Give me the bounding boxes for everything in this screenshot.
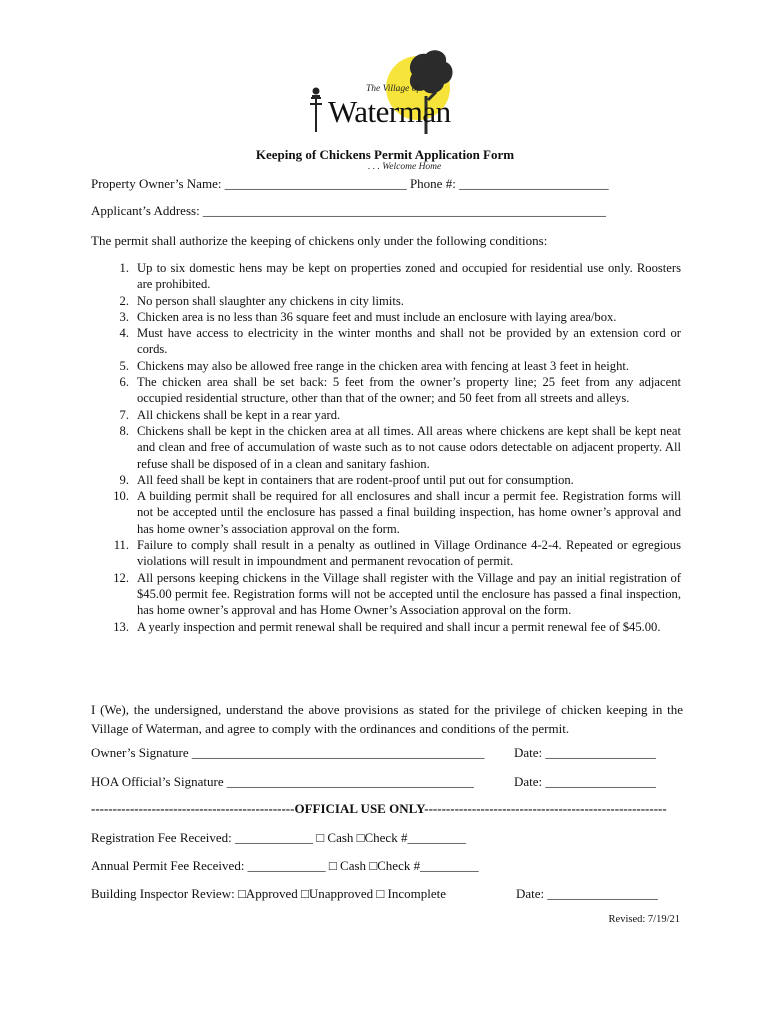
logo-name: Waterman — [328, 94, 451, 129]
list-item — [91, 488, 681, 537]
list-item — [91, 260, 681, 293]
item-text: Failure to comply shall result in a penalty as outlined in Village Ordinance 4-2-4. Repeated or egregious violations will result in impoundment and permanent revocation of permit. — [137, 538, 681, 569]
item-text: A yearly inspection and permit renewal shall be required and shall incur a permit renewal fee of $45.00. — [137, 619, 661, 634]
form-title: Keeping of Chickens Permit Application Form — [255, 147, 515, 162]
applicant-address-line[interactable]: Applicant’s Address: ______________________________________________________________ — [91, 203, 606, 218]
list-item — [91, 570, 681, 619]
logo-tagline: . . . Welcome Home — [368, 162, 442, 172]
list-item — [91, 358, 681, 374]
item-text: Up to six domestic hens may be kept on properties zoned and occupied for residential use only. Roosters are prohibited. — [137, 261, 681, 292]
owner-signature-line[interactable]: Owner’s Signature _____________________________________________ — [91, 745, 485, 760]
item-text: All feed shall be kept in containers that are rodent-proof until put out for consumption. — [137, 472, 574, 487]
item-number: 6. — [119, 375, 129, 390]
item-number: 8. — [119, 423, 129, 438]
inspector-date-line[interactable]: Date: _________________ — [516, 886, 658, 901]
agreement-statement: I (We), the undersigned, understand the above provisions as stated for the privilege of chicken keeping in the Village of Waterman, and agree to comply with the ordinances and conditions of the permit. — [91, 702, 683, 736]
official-use-divider: -----------------------------------------------OFFICIAL USE ONLY-------------------------------------------------------- — [91, 801, 667, 816]
item-number: 10. — [113, 489, 129, 504]
item-text: A building permit shall be required for all enclosures and shall incur a permit fee. Registration forms will not be accepted until the enclosure has passed a final building inspection, has home owner’s approval and has home owner’s association approval on the form. — [137, 489, 681, 536]
conditions-intro: The permit shall authorize the keeping of chickens only under the following conditions: — [91, 233, 548, 248]
logo-small-text: The Village of — [366, 84, 420, 94]
item-number: 4. — [119, 326, 129, 341]
item-number: 5. — [119, 358, 129, 373]
item-number: 7. — [119, 407, 129, 422]
item-text: Chickens may also be allowed free range in the chicken area with fencing at least 3 feet in height. — [137, 358, 630, 373]
item-number: 11. — [113, 538, 129, 553]
list-item — [91, 374, 681, 407]
item-number: 3. — [119, 309, 129, 324]
registration-fee-line[interactable]: Registration Fee Received: ____________ □ Cash □Check #_________ — [91, 830, 466, 845]
list-item — [91, 309, 681, 325]
item-number: 1. — [119, 261, 129, 275]
item-text: All persons keeping chickens in the Village shall register with the Village and pay an initial registration of $45.00 permit fee. Registration forms will not be accepted until the enclosure has passed a final inspection, has home owner’s approval and has Home Owner’s Association approval on the form. — [137, 570, 681, 618]
item-number: 9. — [119, 472, 129, 487]
revision-date: Revised: 7/19/21 — [608, 914, 680, 925]
item-number: 12. — [113, 570, 129, 585]
hoa-date-line[interactable]: Date: _________________ — [514, 774, 656, 789]
list-item — [91, 619, 681, 635]
conditions-list — [91, 260, 681, 635]
item-text: Must have access to electricity in the winter months and shall not be provided by an extension cord or cords. — [137, 326, 681, 357]
item-text: Chicken area is no less than 36 square feet and must include an enclosure with laying area/box. — [137, 309, 617, 324]
item-text: Chickens shall be kept in the chicken area at all times. All areas where chickens are kept shall be kept neat and clean and free of accumulation of waste such as to not cause odors detectable on adjacent property. All refuse shall be disposed of in a clean and sanitary fashion. — [137, 423, 681, 471]
list-item — [91, 293, 681, 309]
item-text: The chicken area shall be set back: 5 feet from the owner’s property line; 25 feet from any adjacent occupied residential structure, other than that of the owner; and 50 feet from all streets and alleys. — [137, 375, 681, 406]
list-item — [91, 325, 681, 358]
item-number: 13. — [113, 619, 129, 634]
list-item — [91, 407, 681, 423]
list-item — [91, 423, 681, 472]
owner-date-line[interactable]: Date: _________________ — [514, 745, 656, 760]
hoa-signature-line[interactable]: HOA Official’s Signature ______________________________________ — [91, 774, 474, 789]
inspector-review-line[interactable]: Building Inspector Review: □Approved □Unapproved □ Incomplete — [91, 886, 446, 901]
list-item — [91, 472, 681, 488]
annual-fee-line[interactable]: Annual Permit Fee Received: ____________ □ Cash □Check #_________ — [91, 858, 479, 873]
item-text: All chickens shall be kept in a rear yard. — [137, 407, 341, 422]
owner-name-phone-line[interactable]: Property Owner’s Name: ____________________________ Phone #: _______________________ — [91, 176, 609, 191]
item-text: No person shall slaughter any chickens in city limits. — [137, 293, 404, 308]
list-item — [91, 537, 681, 570]
fork-icon — [310, 96, 322, 132]
item-number: 2. — [119, 293, 129, 308]
